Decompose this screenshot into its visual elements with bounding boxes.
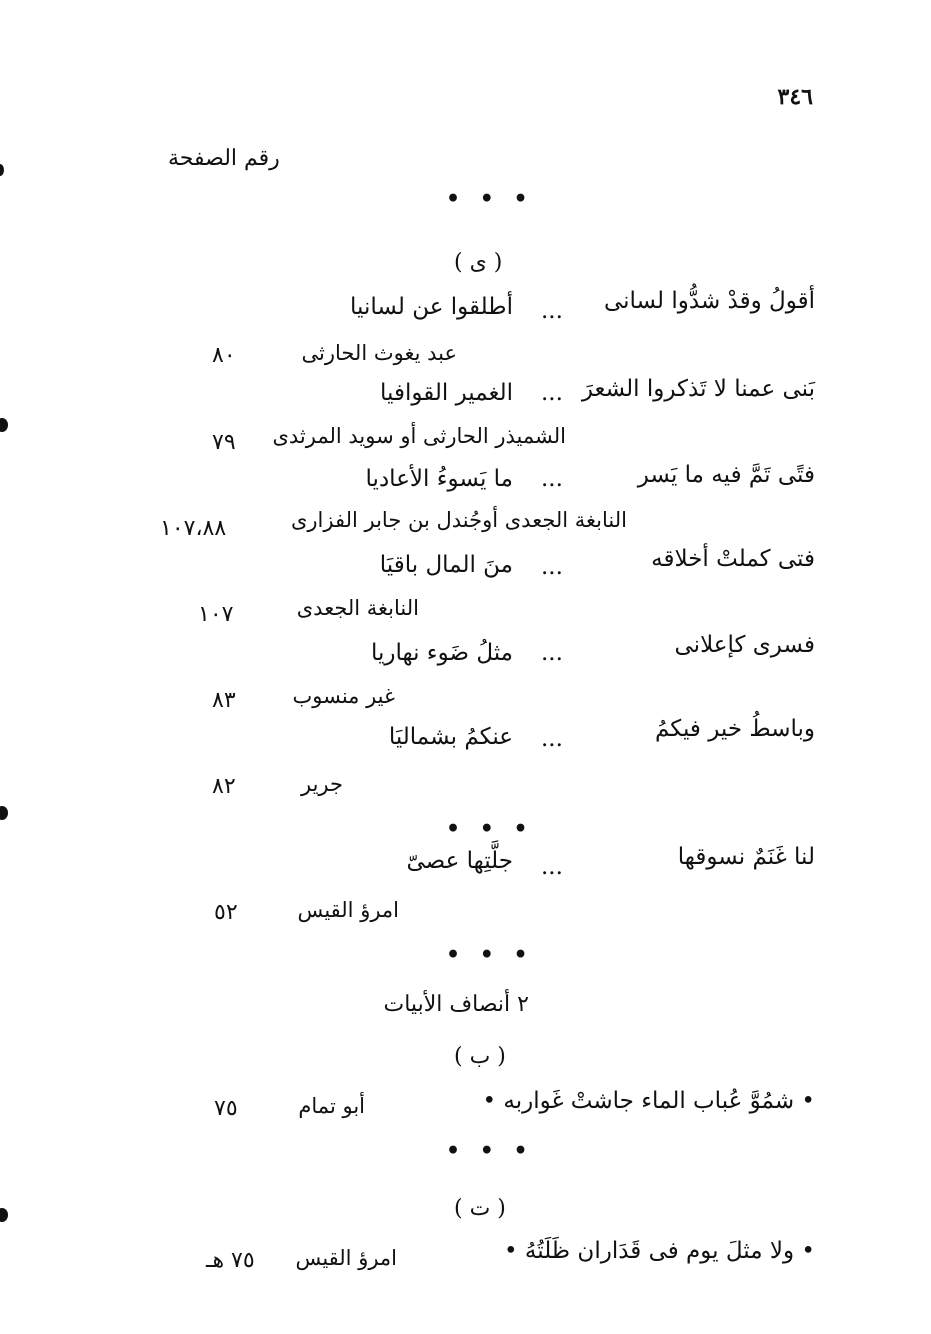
scan-mark: [0, 1208, 8, 1222]
verse-second-half: ما يَسوءُ الأعاديا: [365, 466, 513, 492]
poet-name: غير منسوب: [292, 684, 395, 708]
page-ref: ٧٩: [212, 430, 236, 455]
verse-first-half: لنا غَنَمٌ نسوقها: [677, 844, 815, 870]
ellipsis: ...: [541, 640, 563, 666]
page-ref: ٧٥ هـ: [206, 1248, 255, 1273]
page-ref: ٨٣: [212, 688, 236, 713]
verse-second-half: مثلُ ضَوء نهاريا: [370, 640, 513, 666]
verse-second-half: الغمير القوافيا: [380, 380, 513, 406]
verse-first-half: فسرى كإعلانى: [674, 632, 815, 658]
section-heading-ya: ( ى ): [454, 250, 503, 275]
poet-name: عبد يغوث الحارثى: [301, 341, 457, 365]
verse-first-half: وباسطُ خير فيكمُ: [654, 716, 815, 742]
page-ref: ١٠٧: [198, 602, 234, 627]
page-number: ٣٤٦: [777, 84, 813, 110]
section-heading-part2: ٢ أنصاف الأبيات: [383, 992, 529, 1017]
scan-mark: [0, 806, 8, 820]
verse-first-half: أقولُ وقدْ شدُّوا لسانى: [603, 288, 815, 314]
verse-first-half: فتًى تَمَّ فيه ما يَسر: [637, 462, 815, 488]
ellipsis: ...: [541, 380, 563, 406]
ellipsis: ...: [541, 298, 563, 324]
verse-first-half: فتى كملتْ أخلاقه: [651, 546, 815, 572]
half-verse: • شمُوَّ عُباب الماء جاشتْ غَواربه •: [482, 1088, 815, 1114]
ellipsis: ...: [541, 554, 563, 580]
half-verse: • ولا مثلَ يوم فى قَدَاران ظَلَتُهُ •: [504, 1238, 815, 1264]
poet-name: جرير: [301, 772, 343, 796]
ellipsis: ...: [541, 726, 563, 752]
verse-second-half: أطلقوا عن لسانيا: [350, 294, 513, 320]
verse-first-half: بَنى عمنا لا تَذكروا الشعرَ: [581, 376, 815, 402]
scan-mark: [0, 418, 8, 432]
page-ref: ١٠٧،٨٨: [160, 516, 227, 541]
page-ref: ٨٠: [212, 343, 236, 368]
verse-second-half: جلَّتِها عصىّ: [406, 848, 513, 874]
separator: • • •: [446, 816, 534, 842]
page-ref: ٥٢: [214, 900, 238, 925]
separator: • • •: [446, 186, 534, 212]
poet-name: الشميذر الحارثى أو سويد المرثدى: [272, 424, 566, 448]
poet-name: النابغة الجعدى أوجُندل بن جابر الفزارى: [290, 508, 627, 532]
page-ref: ٨٢: [212, 774, 236, 799]
separator: • • •: [446, 942, 534, 968]
poet-name: النابغة الجعدى: [296, 596, 419, 620]
ellipsis: ...: [541, 854, 563, 880]
scan-mark: [0, 164, 4, 176]
poet-name: امرؤ القيس: [295, 1246, 397, 1270]
verse-second-half: منَ المال باقيَا: [379, 552, 513, 578]
verse-second-half: عنكمُ بشماليَا: [388, 724, 513, 750]
section-heading-ba: ( ب ): [454, 1044, 506, 1069]
page-ref: ٧٥: [214, 1096, 238, 1121]
column-header: رقم الصفحة: [168, 146, 280, 171]
section-heading-ta: ( ت ): [454, 1196, 506, 1221]
poet-name: أبو تمام: [298, 1094, 365, 1118]
ellipsis: ...: [541, 466, 563, 492]
poet-name: امرؤ القيس: [297, 898, 399, 922]
separator: • • •: [446, 1138, 534, 1164]
